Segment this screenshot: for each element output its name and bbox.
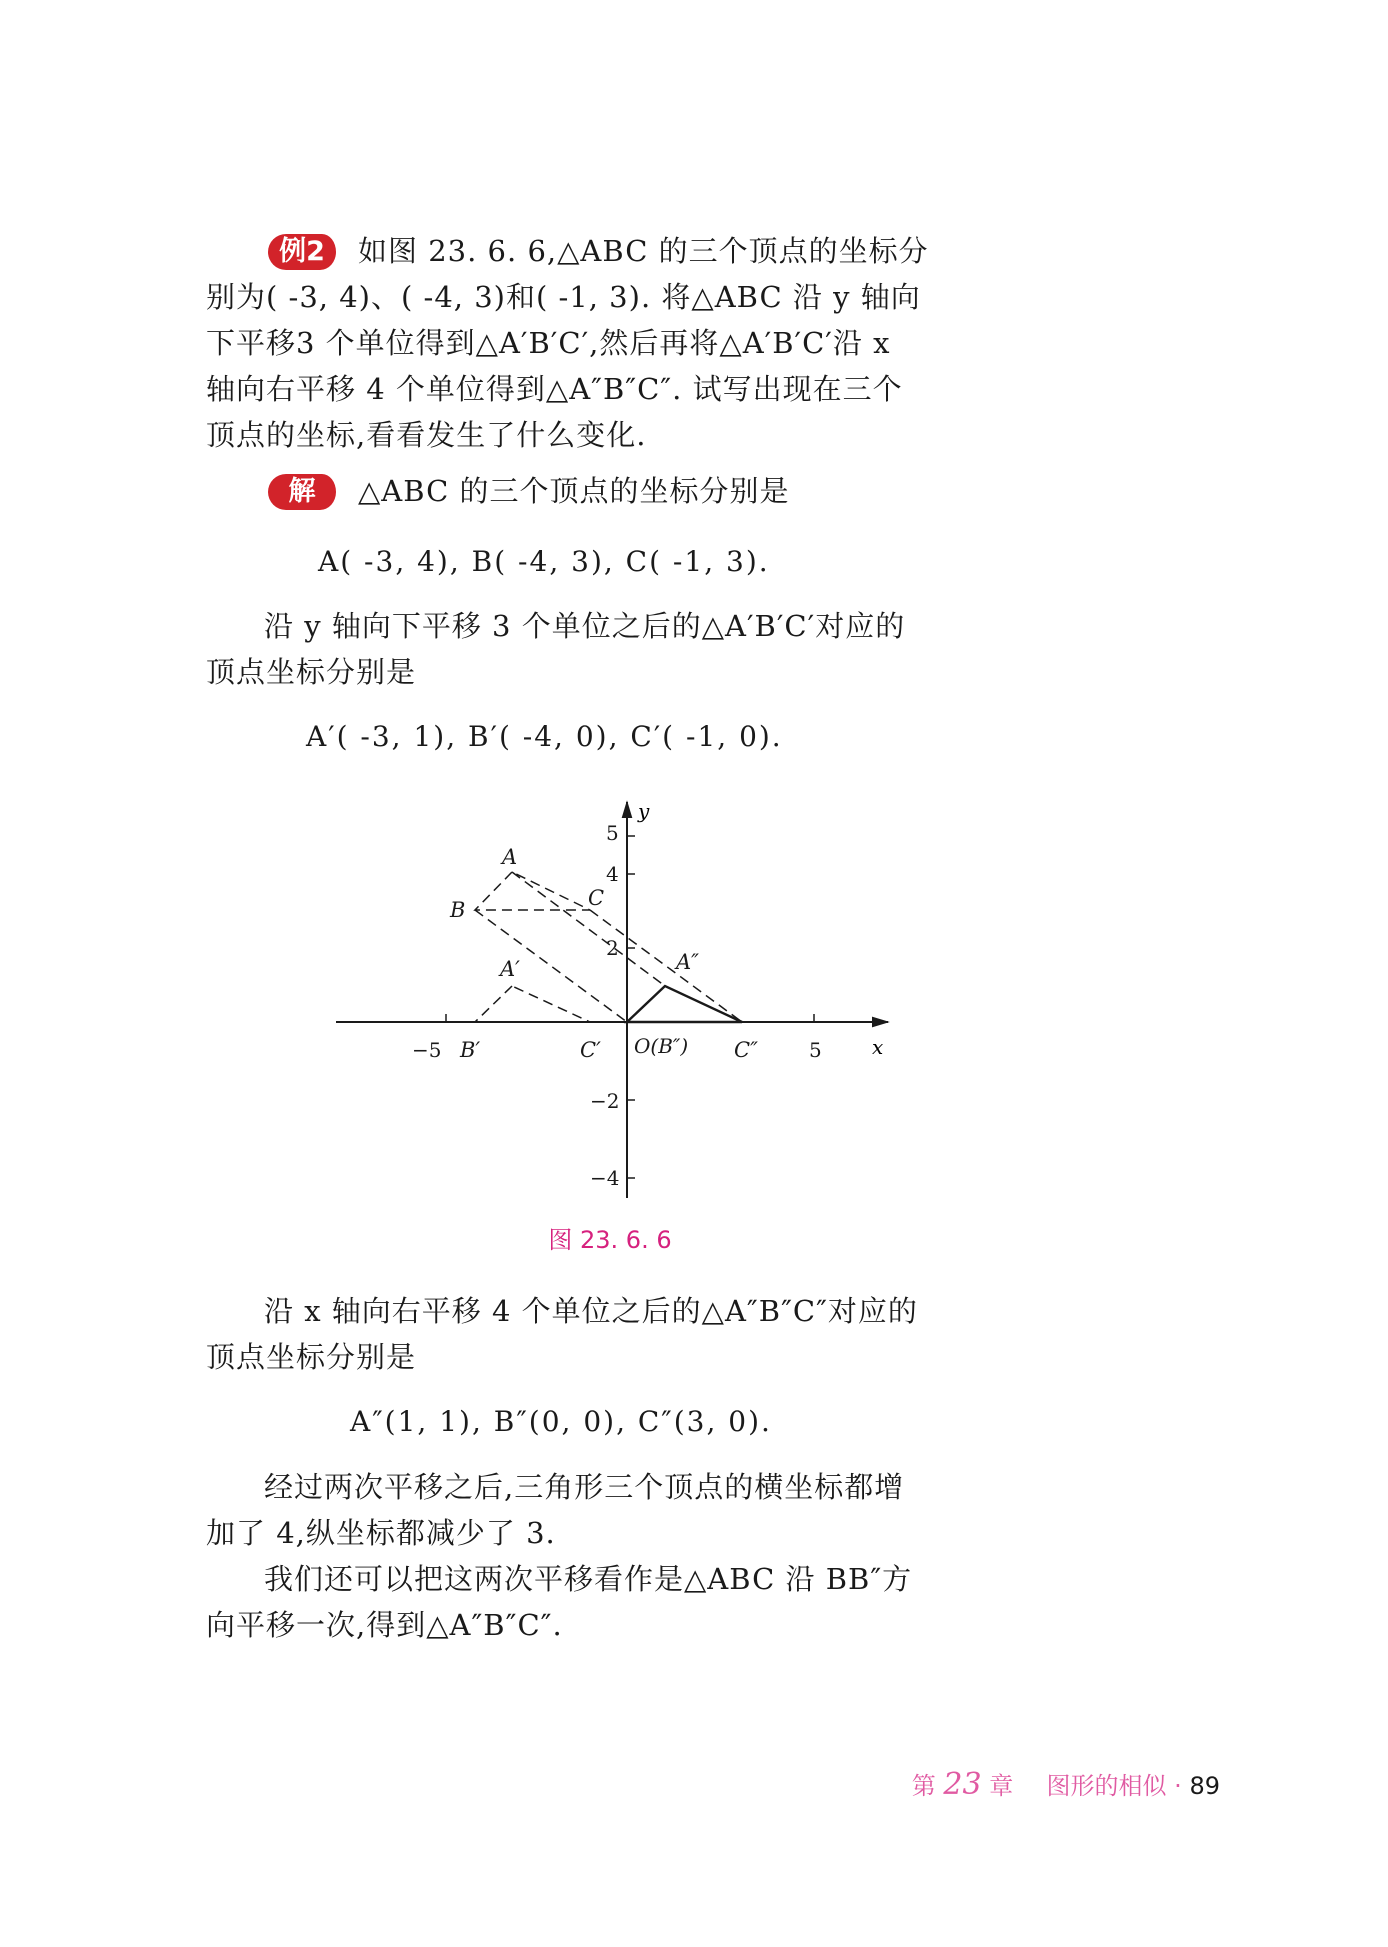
path-c-to-c2: [590, 910, 742, 1022]
figure-caption: 图 23. 6. 6: [548, 1226, 672, 1254]
axis-y-label: y: [638, 799, 650, 823]
label-b: B: [450, 898, 466, 922]
tick-x-neg5: −5: [412, 1038, 442, 1062]
label-c2: C″: [734, 1038, 758, 1062]
formula-abc: A( -3, 4), B( -4, 3), C( -1, 3).: [318, 545, 770, 578]
path-b-to-o: [475, 910, 627, 1022]
label-b1: B′: [460, 1038, 481, 1062]
chapter-title: 图形的相似: [1046, 1772, 1167, 1800]
tick-y-5: 5: [606, 821, 619, 845]
paragraph-observation: 经过两次平移之后,三角形三个顶点的横坐标都增加了 4,纵坐标都减少了 3.: [206, 1470, 905, 1550]
tick-y-neg4: −4: [590, 1166, 620, 1190]
triangle-a1b1c1: [475, 986, 590, 1022]
chapter-number: 23: [943, 1767, 982, 1802]
paragraph-translate-down: 沿 y 轴向下平移 3 个单位之后的△A′B′C′对应的顶点坐标分别是: [206, 609, 906, 689]
axis-x-label: x: [872, 1035, 884, 1059]
example-text: 如图 23. 6. 6,△ABC 的三个顶点的坐标分别为( -3, 4)、( -4, 3)和( -1, 3). 将△ABC 沿 y 轴向下平移3 个单位得到△A′B′C′,然后再将△A′B′C′沿 x 轴向右平移 4 个单位得到△A″B″C″. 试写出现在三个顶点的坐标,看看发生了什么变化.: [206, 234, 929, 452]
formula-a1b1c1: A′( -3, 1), B′( -4, 0), C′( -1, 0).: [306, 720, 783, 753]
label-o: O(B″): [634, 1034, 689, 1058]
chapter-prefix: 第: [911, 1772, 936, 1800]
tick-x-5: 5: [809, 1038, 822, 1062]
solution-badge: 解: [268, 474, 336, 510]
triangle-abc: [475, 872, 590, 910]
tick-y-neg2: −2: [590, 1089, 620, 1113]
paragraph-conclusion: 我们还可以把这两次平移看作是△ABC 沿 BB″方向平移一次,得到△A″B″C″.: [206, 1562, 913, 1642]
page-number: 89: [1189, 1772, 1220, 1800]
label-c: C: [588, 886, 605, 910]
solution-intro-text: △ABC 的三个顶点的坐标分别是: [358, 474, 790, 508]
tick-y-4: 4: [606, 862, 619, 886]
label-a2: A″: [676, 950, 700, 974]
page-footer: [912, 1766, 1220, 1802]
label-c1: C′: [580, 1038, 601, 1062]
chapter-suffix: 章: [989, 1772, 1014, 1800]
example-badge: 例2: [268, 234, 336, 270]
paragraph-translate-right: 沿 x 轴向右平移 4 个单位之后的△A″B″C″对应的顶点坐标分别是: [206, 1294, 918, 1374]
tick-y-2: 2: [606, 936, 619, 960]
triangle-a2b2c2: [627, 986, 742, 1022]
label-a1: A′: [500, 957, 520, 981]
footer-bullet: ·: [1174, 1772, 1182, 1800]
formula-a2b2c2: A″(1, 1), B″(0, 0), C″(3, 0).: [350, 1405, 772, 1438]
label-a: A: [502, 845, 518, 869]
